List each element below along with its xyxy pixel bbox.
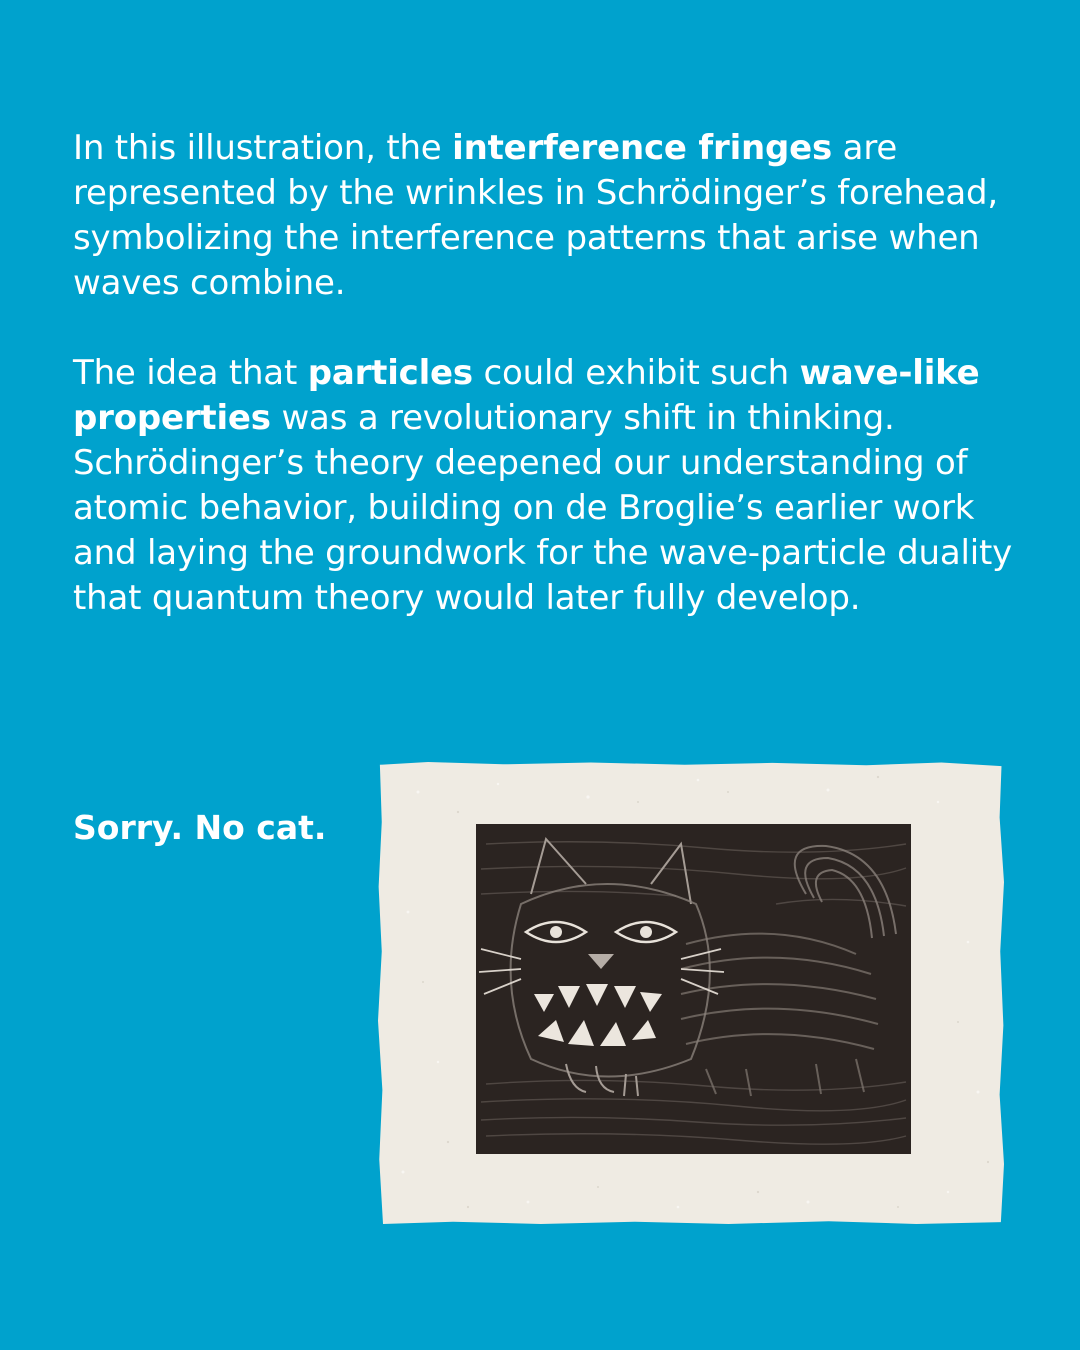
paragraph-2-text-end: was a revolutionary shift in thinking. Schrödinger’s theory deepened our understanding of atomic behavior, building on de Broglie’s earlier work and laying the groundwork for the wave-particle duality that quantum theory would later fully develop. bbox=[73, 398, 1013, 618]
caption: Sorry. No cat. bbox=[73, 808, 327, 847]
emphasis-particles: particles bbox=[307, 353, 473, 393]
paragraph-2-text-middle: could exhibit such bbox=[472, 353, 800, 393]
cat-woodcut-image bbox=[476, 824, 911, 1154]
paragraph-2-text: The idea that bbox=[73, 353, 308, 393]
emphasis-wave-like-properties: wave-like properties bbox=[73, 353, 980, 438]
paragraph-2 bbox=[73, 351, 1033, 621]
paragraph-1-text: In this illustration, the bbox=[73, 128, 453, 168]
emphasis-interference-fringes: interference fringes bbox=[452, 128, 833, 168]
paragraph-1 bbox=[73, 126, 1033, 306]
paragraph-1-text-end: are represented by the wrinkles in Schrödinger’s forehead, symbolizing the interference patterns that arise when waves combine. bbox=[73, 128, 999, 303]
print-paper bbox=[378, 762, 1004, 1224]
body-text bbox=[73, 126, 1033, 621]
cat-woodcut-icon bbox=[476, 824, 911, 1154]
